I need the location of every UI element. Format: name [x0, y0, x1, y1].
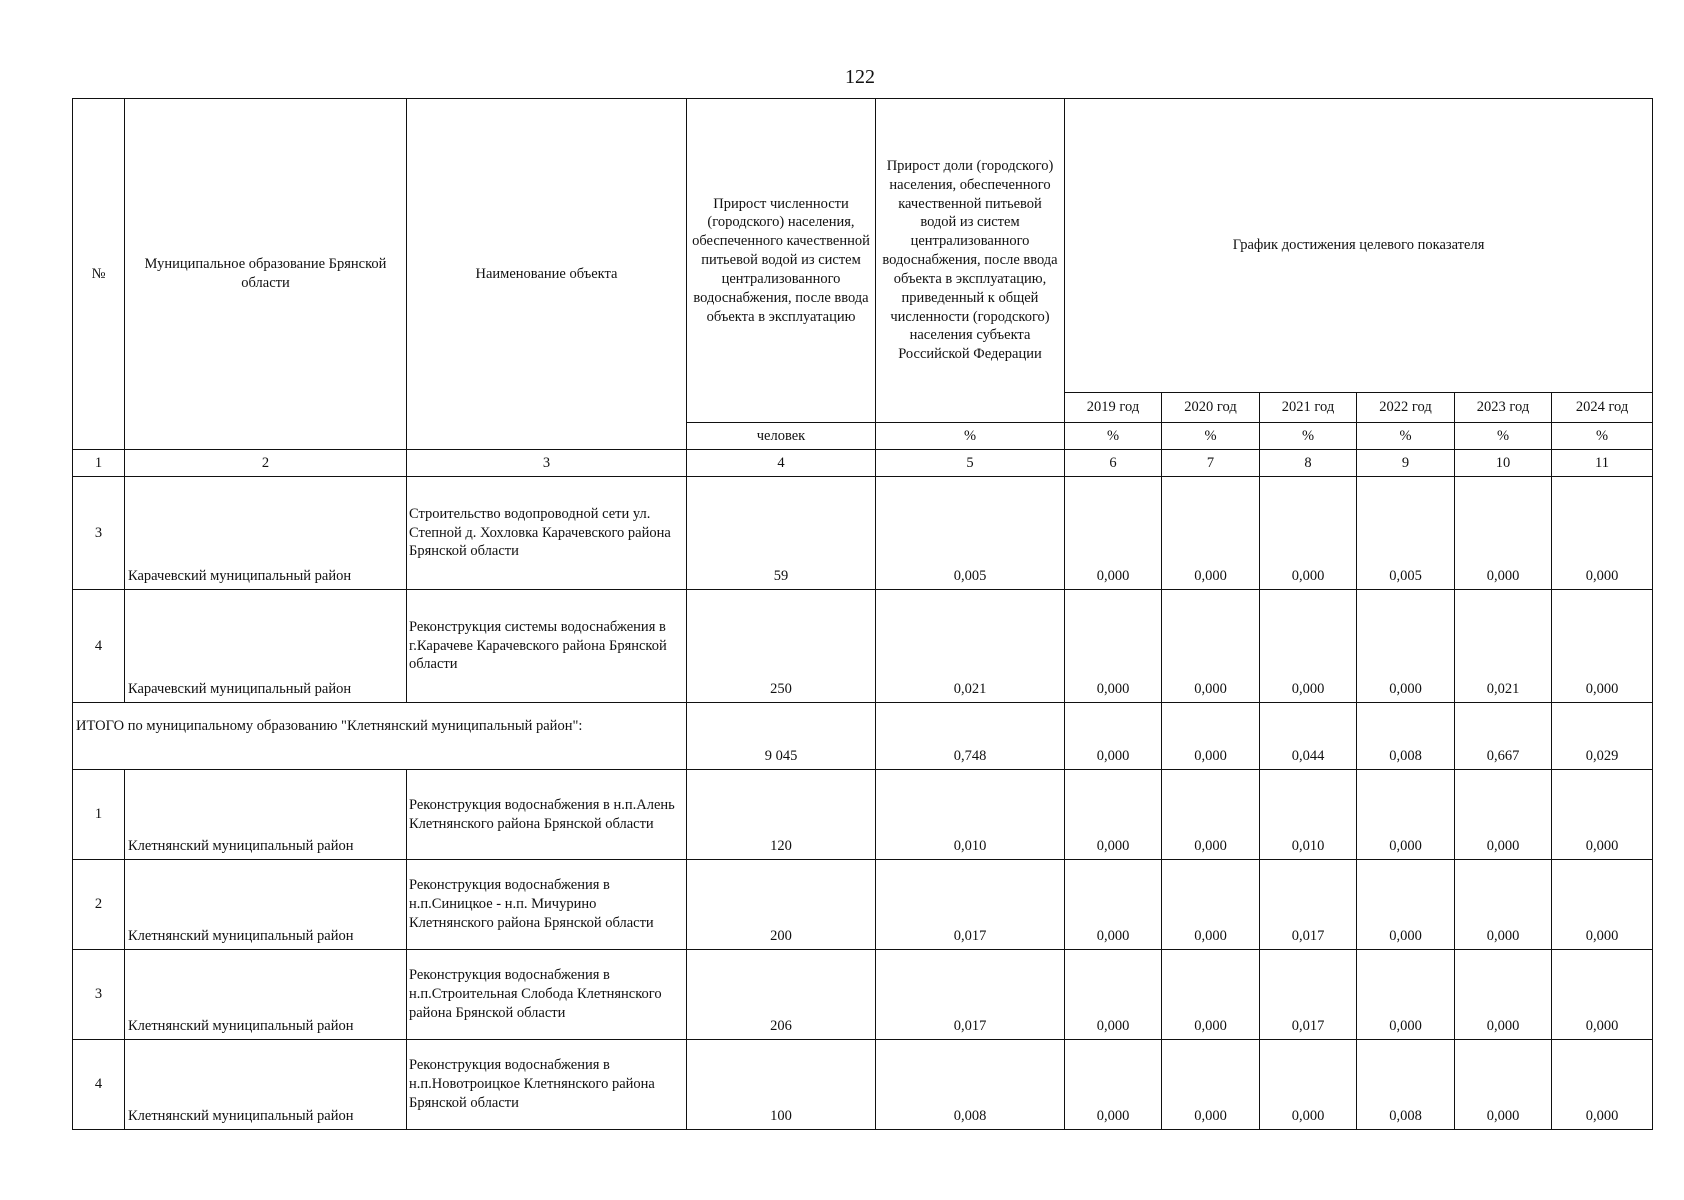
object-cell: Реконструкция водоснабжения в н.п.Новотроицкое Клетнянского района Брянской области [407, 1040, 687, 1130]
object-cell: Реконструкция водоснабжения в н.п.Строительная Слобода Клетнянского района Брянской области [407, 950, 687, 1040]
year-value: 0,000 [1552, 477, 1653, 590]
year-value: 0,000 [1455, 860, 1552, 950]
year-value: 0,000 [1260, 590, 1357, 703]
total-row [73, 703, 1653, 770]
share-cell: 0,005 [876, 477, 1065, 590]
page-number: 122 [845, 66, 875, 88]
column-number: 8 [1260, 450, 1357, 477]
unit-cell: % [1162, 423, 1260, 450]
row-number: 3 [73, 950, 125, 1040]
column-number: 1 [73, 450, 125, 477]
year-value: 0,000 [1162, 590, 1260, 703]
column-number: 9 [1357, 450, 1455, 477]
header-year: 2024 год [1552, 393, 1653, 423]
year-value: 0,000 [1162, 860, 1260, 950]
population-cell: 120 [687, 770, 876, 860]
header-no: № [73, 99, 125, 450]
column-number: 7 [1162, 450, 1260, 477]
year-value: 0,000 [1552, 950, 1653, 1040]
year-value: 0,000 [1065, 860, 1162, 950]
column-numbers-row [73, 450, 1653, 477]
year-value: 0,000 [1552, 1040, 1653, 1130]
municipality-cell: Клетнянский муниципальный район [125, 950, 407, 1040]
year-value: 0,000 [1552, 590, 1653, 703]
municipality-cell: Карачевский муниципальный район [125, 590, 407, 703]
header-year: 2020 год [1162, 393, 1260, 423]
population-cell: 206 [687, 950, 876, 1040]
population-cell: 250 [687, 590, 876, 703]
object-cell: Строительство водопроводной сети ул. Степной д. Хохловка Карачевского района Брянской области [407, 477, 687, 590]
year-value: 0,010 [1260, 770, 1357, 860]
municipality-cell: Карачевский муниципальный район [125, 477, 407, 590]
total-year-value: 0,667 [1455, 703, 1552, 770]
column-number: 11 [1552, 450, 1653, 477]
year-value: 0,000 [1357, 950, 1455, 1040]
table-row [73, 950, 1653, 1040]
row-number: 4 [73, 590, 125, 703]
year-value: 0,000 [1552, 770, 1653, 860]
year-value: 0,000 [1162, 770, 1260, 860]
object-cell: Реконструкция водоснабжения в н.п.Алень Клетнянского района Брянской области [407, 770, 687, 860]
unit-cell: человек [687, 423, 876, 450]
municipality-cell: Клетнянский муниципальный район [125, 860, 407, 950]
table-row [73, 1040, 1653, 1130]
total-year-value: 0,000 [1065, 703, 1162, 770]
header-year: 2019 год [1065, 393, 1162, 423]
header-share-growth: Прирост доли (городского) населения, обеспеченного качественной питьевой водой из систем централизованного водоснабжения, после ввода объекта в эксплуатацию, приведенный к общей численности (городского) населения субъекта Российской Федерации [876, 99, 1065, 423]
column-number: 3 [407, 450, 687, 477]
year-value: 0,000 [1065, 770, 1162, 860]
year-value: 0,000 [1455, 950, 1552, 1040]
year-value: 0,000 [1065, 477, 1162, 590]
column-number: 2 [125, 450, 407, 477]
year-value: 0,021 [1455, 590, 1552, 703]
row-number: 1 [73, 770, 125, 860]
header-schedule: График достижения целевого показателя [1065, 99, 1653, 393]
table-row [73, 590, 1653, 703]
population-cell: 100 [687, 1040, 876, 1130]
unit-cell: % [1552, 423, 1653, 450]
unit-cell: % [1455, 423, 1552, 450]
share-cell: 0,010 [876, 770, 1065, 860]
share-cell: 0,017 [876, 860, 1065, 950]
total-year-value: 0,044 [1260, 703, 1357, 770]
year-value: 0,000 [1357, 770, 1455, 860]
year-value: 0,000 [1162, 477, 1260, 590]
municipality-cell: Клетнянский муниципальный район [125, 1040, 407, 1130]
year-value: 0,005 [1357, 477, 1455, 590]
year-value: 0,000 [1065, 590, 1162, 703]
total-year-value: 0,029 [1552, 703, 1653, 770]
year-value: 0,000 [1260, 1040, 1357, 1130]
row-number: 4 [73, 1040, 125, 1130]
year-value: 0,008 [1357, 1040, 1455, 1130]
column-number: 10 [1455, 450, 1552, 477]
total-year-value: 0,000 [1162, 703, 1260, 770]
row-number: 3 [73, 477, 125, 590]
unit-cell: % [1357, 423, 1455, 450]
table-row [73, 477, 1653, 590]
year-value: 0,000 [1357, 860, 1455, 950]
year-value: 0,000 [1455, 1040, 1552, 1130]
total-label: ИТОГО по муниципальному образованию "Клетнянский муниципальный район": [73, 703, 687, 770]
header-population-growth: Прирост численности (городского) населения, обеспеченного качественной питьевой водой из систем централизованного водоснабжения, после ввода объекта в эксплуатацию [687, 99, 876, 423]
target-indicator-table [72, 98, 1653, 1130]
unit-cell: % [876, 423, 1065, 450]
year-value: 0,000 [1065, 950, 1162, 1040]
year-value: 0,000 [1162, 1040, 1260, 1130]
share-cell: 0,021 [876, 590, 1065, 703]
header-year: 2021 год [1260, 393, 1357, 423]
column-number: 6 [1065, 450, 1162, 477]
year-value: 0,000 [1455, 770, 1552, 860]
column-number: 5 [876, 450, 1065, 477]
share-cell: 0,017 [876, 950, 1065, 1040]
year-value: 0,000 [1260, 477, 1357, 590]
year-value: 0,000 [1552, 860, 1653, 950]
population-cell: 200 [687, 860, 876, 950]
column-number: 4 [687, 450, 876, 477]
header-year: 2023 год [1455, 393, 1552, 423]
total-year-value: 0,008 [1357, 703, 1455, 770]
object-cell: Реконструкция водоснабжения в н.п.Синицкое - н.п. Мичурино Клетнянского района Брянской области [407, 860, 687, 950]
header-year: 2022 год [1357, 393, 1455, 423]
row-number: 2 [73, 860, 125, 950]
header-municipality: Муниципальное образование Брянской области [125, 99, 407, 450]
year-value: 0,000 [1455, 477, 1552, 590]
year-value: 0,017 [1260, 860, 1357, 950]
year-value: 0,000 [1162, 950, 1260, 1040]
municipality-cell: Клетнянский муниципальный район [125, 770, 407, 860]
unit-cell: % [1260, 423, 1357, 450]
total-share: 0,748 [876, 703, 1065, 770]
share-cell: 0,008 [876, 1040, 1065, 1130]
year-value: 0,000 [1065, 1040, 1162, 1130]
table-row [73, 860, 1653, 950]
table-row [73, 770, 1653, 860]
total-population: 9 045 [687, 703, 876, 770]
unit-cell: % [1065, 423, 1162, 450]
year-value: 0,017 [1260, 950, 1357, 1040]
population-cell: 59 [687, 477, 876, 590]
object-cell: Реконструкция системы водоснабжения в г.Карачеве Карачевского района Брянской области [407, 590, 687, 703]
year-value: 0,000 [1357, 590, 1455, 703]
header-object: Наименование объекта [407, 99, 687, 450]
